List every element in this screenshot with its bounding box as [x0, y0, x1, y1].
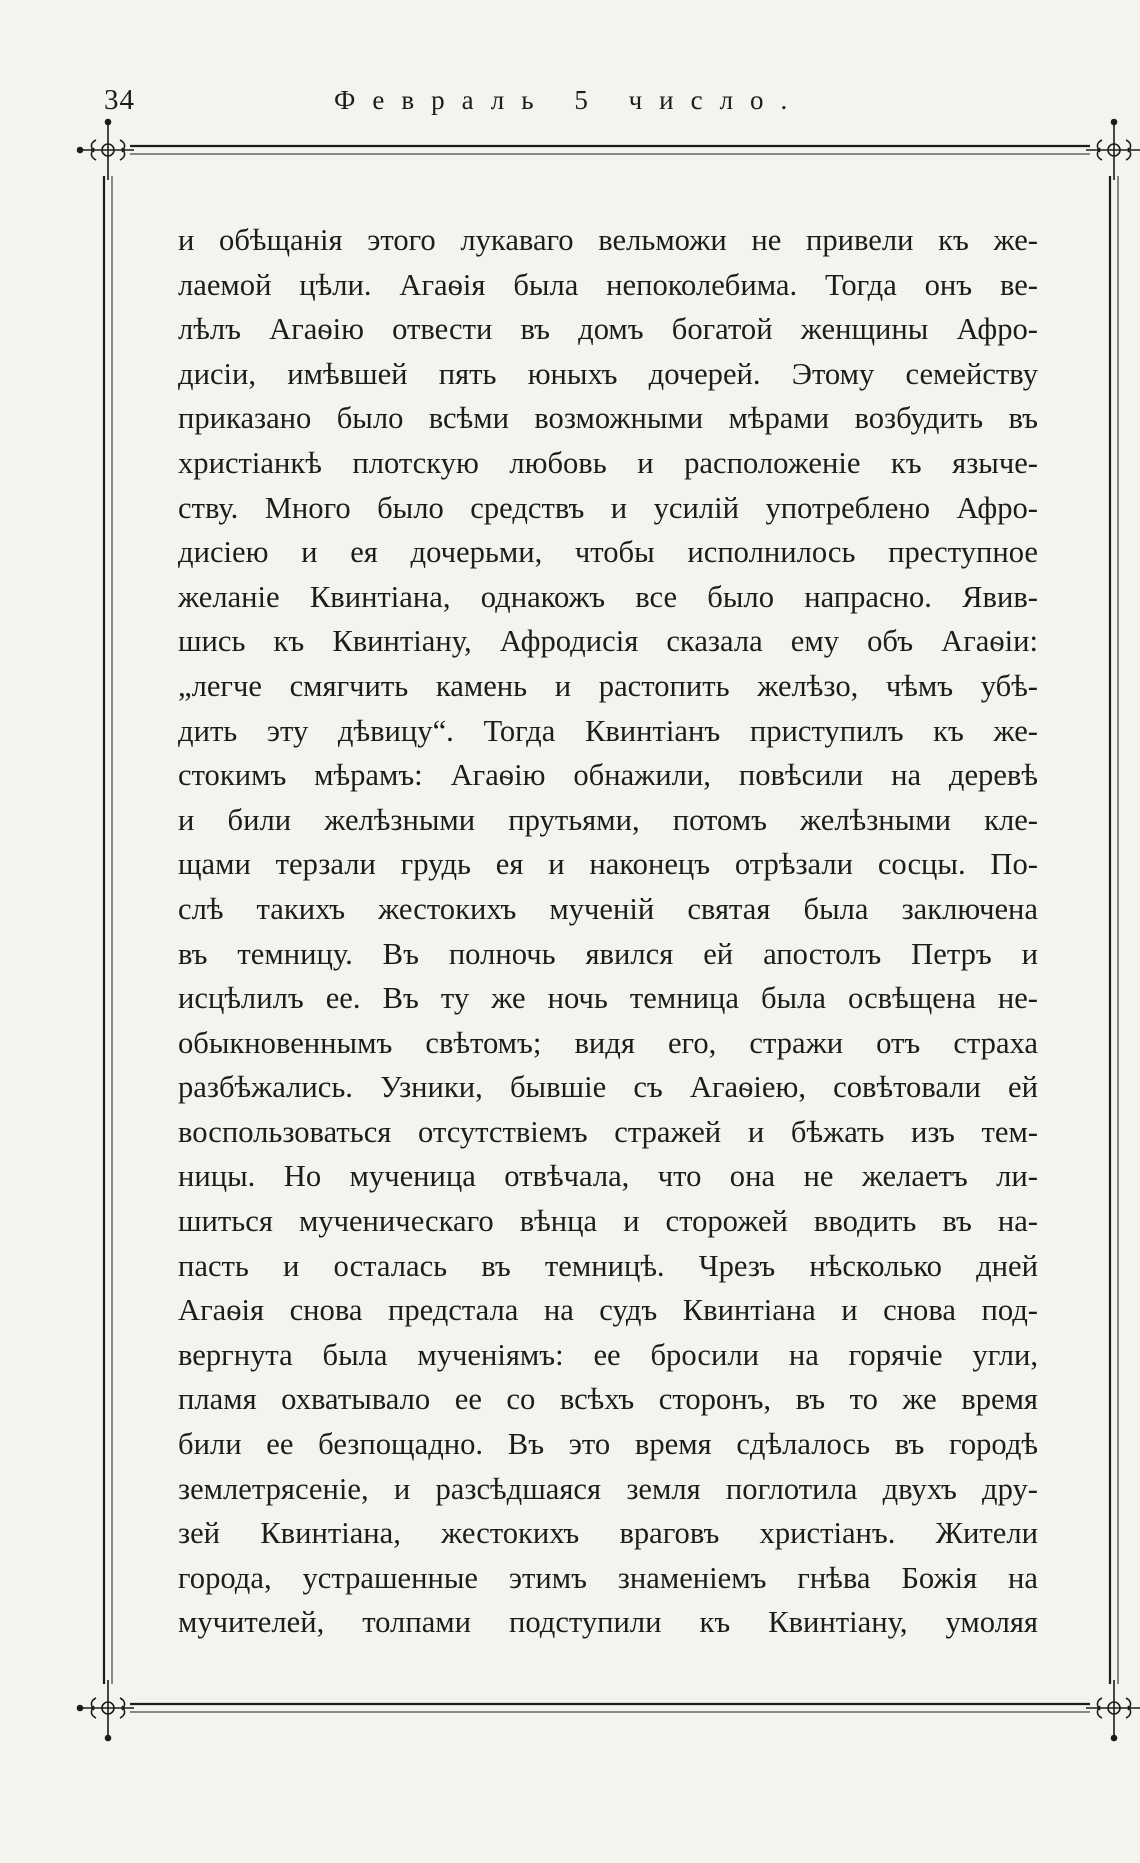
text-line: мучителей, толпами подступили къ Квинтіану, умоляя [178, 1605, 1038, 1640]
text-line: дить эту дѣвицу“. Тогда Квинтіанъ приступилъ къ же- [178, 713, 1038, 748]
text-line: приказано было всѣми возможными мѣрами возбудить въ [178, 401, 1038, 436]
corner-ornament-bottom-right [1086, 1680, 1140, 1741]
text-line: ницы. Но мученица отвѣчала, что она не желаетъ ли- [178, 1159, 1038, 1194]
text-line: воспользоваться отсутствіемъ стражей и бѣжать изъ тем- [178, 1114, 1038, 1149]
page-number: 34 [104, 84, 135, 116]
text-line: пасть и осталась въ темницѣ. Чрезъ нѣсколько дней [178, 1248, 1038, 1283]
running-title: Февраль 5 число. [334, 85, 805, 115]
corner-ornament-top-left [78, 120, 135, 181]
text-line: вергнута была мученіямъ: ее бросили на горячіе угли, [178, 1337, 1038, 1372]
text-line: христіанкѣ плотскую любовь и расположеніе къ язычe- [178, 445, 1038, 480]
text-line: разбѣжались. Узники, бывшіе съ Агаѳіею, совѣтовали ей [178, 1070, 1038, 1105]
text-line: пламя охватывало ее со всѣхъ сторонъ, въ то же время [178, 1382, 1038, 1417]
text-line: дисіею и ея дочерьми, чтобы исполнилось преступное [178, 535, 1038, 570]
text-line: „легче смягчить камень и растопить желѣзо, чѣмъ убѣ- [178, 668, 1038, 703]
text-line: били ее безпощадно. Въ это время сдѣлалось въ городѣ [178, 1427, 1038, 1462]
text-line: въ темницу. Въ полночь явился ей апостолъ Петръ и [178, 936, 1038, 971]
text-line: Агаѳія снова предстала на судъ Квинтіана и снова под- [178, 1293, 1038, 1328]
text-line: ству. Много было средствъ и усилій употреблено Афро- [178, 490, 1038, 525]
body-text [178, 218, 1038, 1645]
text-line: дисіи, имѣвшей пять юныхъ дочерей. Этому семейству [178, 356, 1038, 391]
text-line: и обѣщанія этого лукаваго вельможи не привели къ же- [178, 223, 1038, 257]
text-line: обыкновеннымъ свѣтомъ; видя его, стражи отъ страха [178, 1025, 1038, 1060]
text-line: шись къ Квинтіану, Афродисія сказала ему объ Агаѳіи: [178, 624, 1038, 659]
text-line: зей Квинтіана, жестокихъ враговъ христіанъ. Жители [178, 1516, 1038, 1551]
text-line: лаемой цѣли. Агаѳія была непоколебима. Тогда онъ ве- [178, 267, 1038, 302]
text-line: и били желѣзными прутьями, потомъ желѣзными кле- [178, 802, 1038, 837]
text-line: землетрясеніе, и разсѣдшаяся земля поглотила двухъ дру- [178, 1471, 1038, 1506]
text-line: лѣлъ Агаѳію отвести въ домъ богатой женщины Афро- [178, 312, 1038, 347]
text-line: стокимъ мѣрамъ: Агаѳію обнажили, повѣсили на деревѣ [178, 758, 1038, 793]
corner-ornament-top-right [1086, 120, 1140, 181]
text-line: города, устрашенные этимъ знаменіемъ гнѣва Божія на [178, 1560, 1038, 1595]
text-line: шиться мученическаго вѣнца и сторожей вводить въ на- [178, 1204, 1038, 1239]
text-line: желаніе Квинтіана, однакожъ все было напрасно. Явив- [178, 579, 1038, 614]
text-line: слѣ такихъ жестокихъ мученій святая была заключена [178, 891, 1038, 926]
text-line: исцѣлилъ ее. Въ ту же ночь темница была освѣщена не- [178, 981, 1038, 1016]
corner-ornament-bottom-left [78, 1680, 135, 1741]
text-line: щами терзали грудь ея и наконецъ отрѣзали сосцы. По- [178, 847, 1038, 882]
